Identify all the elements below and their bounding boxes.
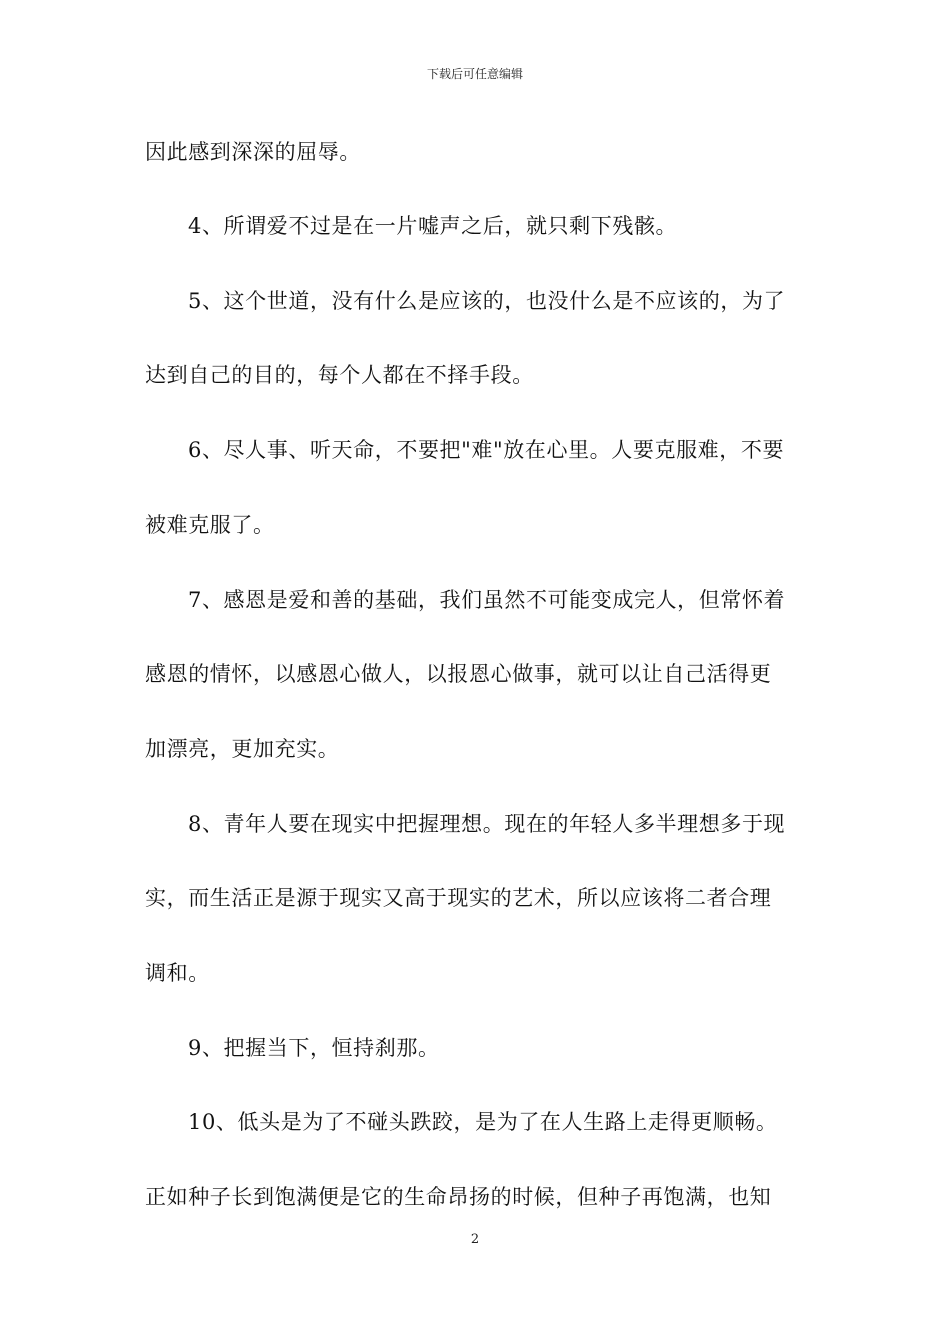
- page-number: 2: [470, 1232, 480, 1247]
- text-line: 10、低头是为了不碰头跌跤，是为了在人生路上走得更顺畅。: [188, 1110, 778, 1134]
- text-line: 4、所谓爱不过是在一片嘘声之后，就只剩下残骸。: [188, 214, 678, 238]
- text-line: 7、感恩是爱和善的基础，我们虽然不可能变成完人，但常怀着: [188, 588, 786, 612]
- text-line: 5、这个世道，没有什么是应该的，也没什么是不应该的，为了: [188, 289, 786, 313]
- text-line: 被难克服了。: [145, 513, 275, 537]
- page-header: 下载后可任意编辑: [426, 67, 523, 81]
- text-line: 6、尽人事、听天命，不要把"难"放在心里。人要克服难，不要: [188, 438, 785, 462]
- text-line: 实，而生活正是源于现实又高于现实的艺术，所以应该将二者合理: [145, 886, 772, 910]
- text-line: 感恩的情怀，以感恩心做人，以报恩心做事，就可以让自己活得更: [145, 662, 772, 686]
- text-line: 9、把握当下，恒持刹那。: [188, 1036, 440, 1060]
- text-line: 因此感到深深的屈辱。: [145, 140, 361, 164]
- text-line: 达到自己的目的，每个人都在不择手段。: [145, 363, 534, 387]
- text-line: 8、青年人要在现实中把握理想。现在的年轻人多半理想多于现: [188, 812, 786, 836]
- text-line: 正如种子长到饱满便是它的生命昂扬的时候，但种子再饱满，也知: [145, 1185, 772, 1209]
- text-line: 加漂亮，更加充实。: [145, 737, 340, 761]
- text-line: 调和。: [145, 961, 210, 985]
